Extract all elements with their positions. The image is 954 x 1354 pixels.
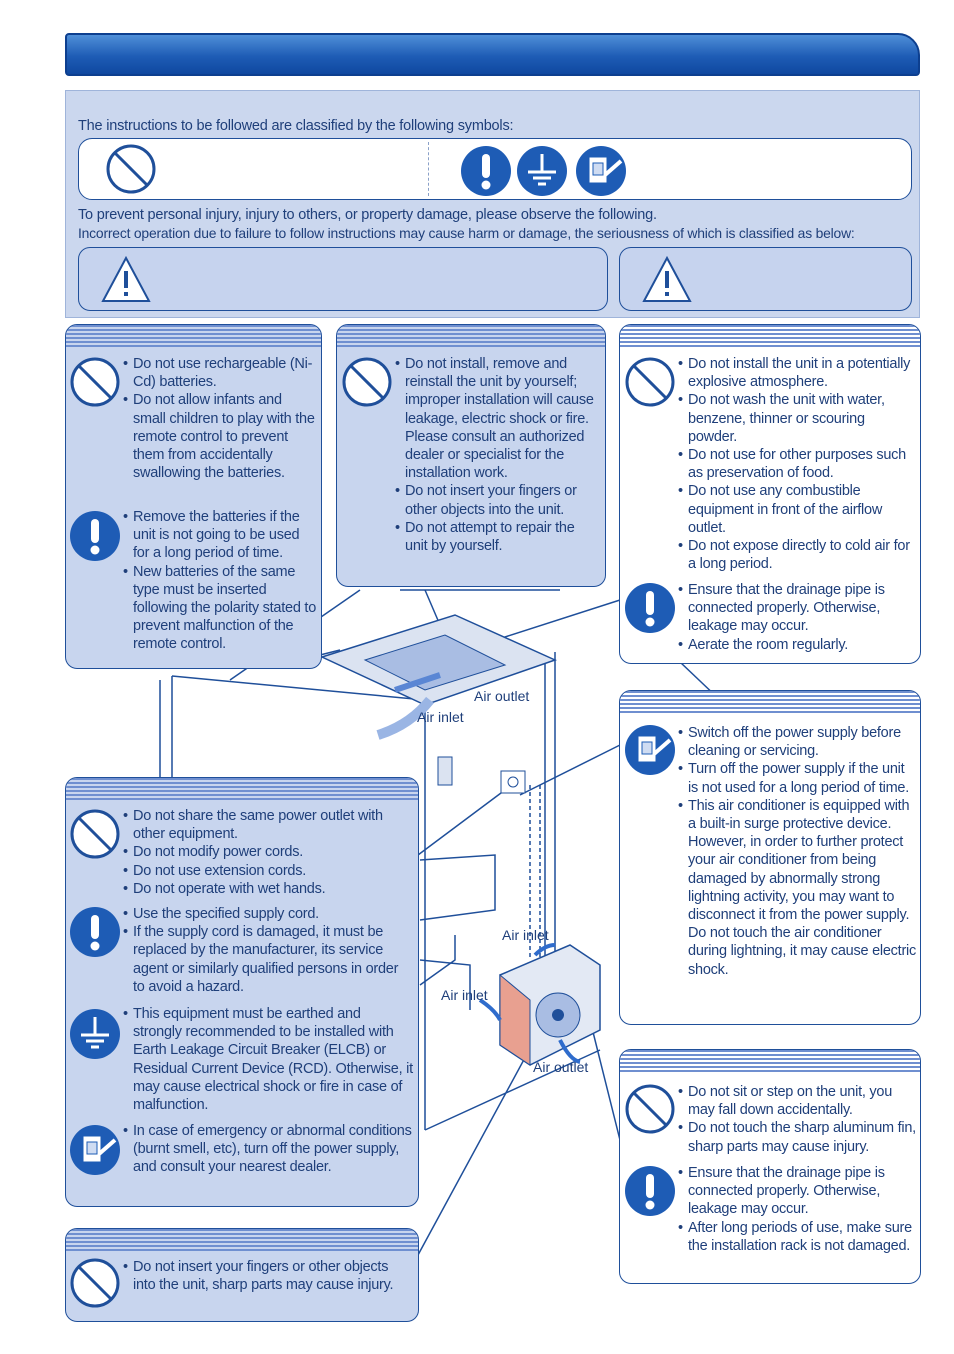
indoor-prohibited-list <box>678 355 916 573</box>
list-item: • This air conditioner is equipped with a built-in surge protective device. However, in order to further protect your air conditioner from being damaged by abnormally strong lightning activity, you may want to disconnect it from the power supply. Do not touch the air conditioner during lightning, it may cause electric shock. <box>678 797 918 979</box>
air-inlet-side-label: Air inlet <box>441 987 488 1003</box>
list-item: • Switch off the power supply before cleaning or servicing. <box>678 724 918 760</box>
list-item: • Do not sit or step on the unit, you may fall down accidentally. <box>678 1083 916 1119</box>
remote-mandatory-list <box>123 508 318 654</box>
list-item: • Do not use rechargeable (Ni-Cd) batteries. <box>123 355 318 391</box>
prohibition-icon <box>69 808 121 860</box>
list-item: • New batteries of the same type must be inserted following the polarity stated to prevent malfunction of the remote control. <box>123 563 318 654</box>
outdoor-fingers-list <box>123 1258 413 1294</box>
earth-icon <box>69 1008 121 1060</box>
power-off-icon <box>624 724 676 776</box>
list-item: • Do not use extension cords. <box>123 862 413 880</box>
list-item: • Do not use for other purposes such as preservation of food. <box>678 446 916 482</box>
list-item: • Do not install, remove and reinstall the unit by yourself; improper installation will cause leakage, electric shock or fire. Please consult an authorized dealer or specialist for the installation work. <box>395 355 600 482</box>
list-item: • Do not use any combustible equipment in front of the airflow outlet. <box>678 482 916 537</box>
air-outlet-indoor-label: Air outlet <box>474 688 530 704</box>
power-mandatory-list <box>123 905 413 996</box>
list-item: • Do not touch the sharp aluminum fin, sharp parts may cause injury. <box>678 1119 916 1155</box>
list-item: • Do not share the same power outlet with other equipment. <box>123 807 413 843</box>
list-item: • Do not expose directly to cold air for a long period. <box>678 537 916 573</box>
prohibition-icon <box>341 356 393 408</box>
list-item: • Do not install the unit in a potentially explosive atmosphere. <box>678 355 916 391</box>
list-item: • Do not modify power cords. <box>123 843 413 861</box>
power-off-list <box>678 724 918 979</box>
list-item: • Do not allow infants and small children to play with the remote control to prevent them from accidentally swallowing the batteries. <box>123 391 318 482</box>
list-item: • Ensure that the drainage pipe is connected properly. Otherwise, leakage may occur. <box>678 581 916 636</box>
prohibition-icon <box>624 1083 676 1135</box>
power-earth-list <box>123 1005 413 1114</box>
mandatory-icon <box>624 1165 676 1217</box>
list-item: • Aerate the room regularly. <box>678 636 916 654</box>
list-item: • Turn off the power supply if the unit is not used for a long period of time. <box>678 760 918 796</box>
power-off-icon <box>69 1124 121 1176</box>
list-item: • Do not attempt to repair the unit by yourself. <box>395 519 600 555</box>
air-inlet-indoor-label: Air inlet <box>417 709 464 725</box>
mandatory-icon <box>69 906 121 958</box>
prohibition-icon <box>624 356 676 408</box>
mandatory-icon <box>624 582 676 634</box>
remote-prohibited-list <box>123 355 318 482</box>
power-off-emergency-list <box>123 1122 413 1177</box>
list-item: • Do not insert your fingers or other objects into the unit. <box>395 482 600 518</box>
list-item: • Do not wash the unit with water, benzene, thinner or scouring powder. <box>678 391 916 446</box>
list-item: • Use the specified supply cord. <box>123 905 413 923</box>
outdoor-mandatory-list <box>678 1164 916 1255</box>
list-item: • Remove the batteries if the unit is not going to be used for a long period of time. <box>123 508 318 563</box>
indoor-mandatory-list <box>678 581 916 654</box>
power-prohibited-list <box>123 807 413 898</box>
mandatory-icon <box>69 510 121 562</box>
list-item: • In case of emergency or abnormal conditions (burnt smell, etc), turn off the power supply, and consult your nearest dealer. <box>123 1122 413 1177</box>
list-item: • Do not operate with wet hands. <box>123 880 413 898</box>
incorrect-text: Incorrect operation due to failure to follow instructions may cause harm or damage, the seriousness of which is classified as below: <box>78 225 855 241</box>
classified-text: The instructions to be followed are classified by the following symbols: <box>78 118 514 134</box>
list-item: • Ensure that the drainage pipe is connected properly. Otherwise, leakage may occur. <box>678 1164 916 1219</box>
prohibition-icon <box>69 356 121 408</box>
outdoor-prohibited-list <box>678 1083 916 1156</box>
list-item: • If the supply cord is damaged, it must be replaced by the manufacturer, its service agent or similarly qualified persons in order to avoid a hazard. <box>123 923 413 996</box>
air-inlet-top-label: Air inlet <box>502 927 549 943</box>
prohibition-icon <box>69 1257 121 1309</box>
list-item: • This equipment must be earthed and strongly recommended to be installed with Earth Leakage Circuit Breaker (ELCB) or Residual Current Device (RCD). Otherwise, it may cause electrical shock or fire in case of malfunction. <box>123 1005 413 1114</box>
installation-prohibited-list <box>395 355 600 555</box>
prevent-text: To prevent personal injury, injury to others, or property damage, please observe the following. <box>78 207 657 223</box>
list-item: • Do not insert your fingers or other objects into the unit, sharp parts may cause injury. <box>123 1258 413 1294</box>
list-item: • After long periods of use, make sure the installation rack is not damaged. <box>678 1219 916 1255</box>
air-outlet-outdoor-label: Air outlet <box>533 1059 589 1075</box>
